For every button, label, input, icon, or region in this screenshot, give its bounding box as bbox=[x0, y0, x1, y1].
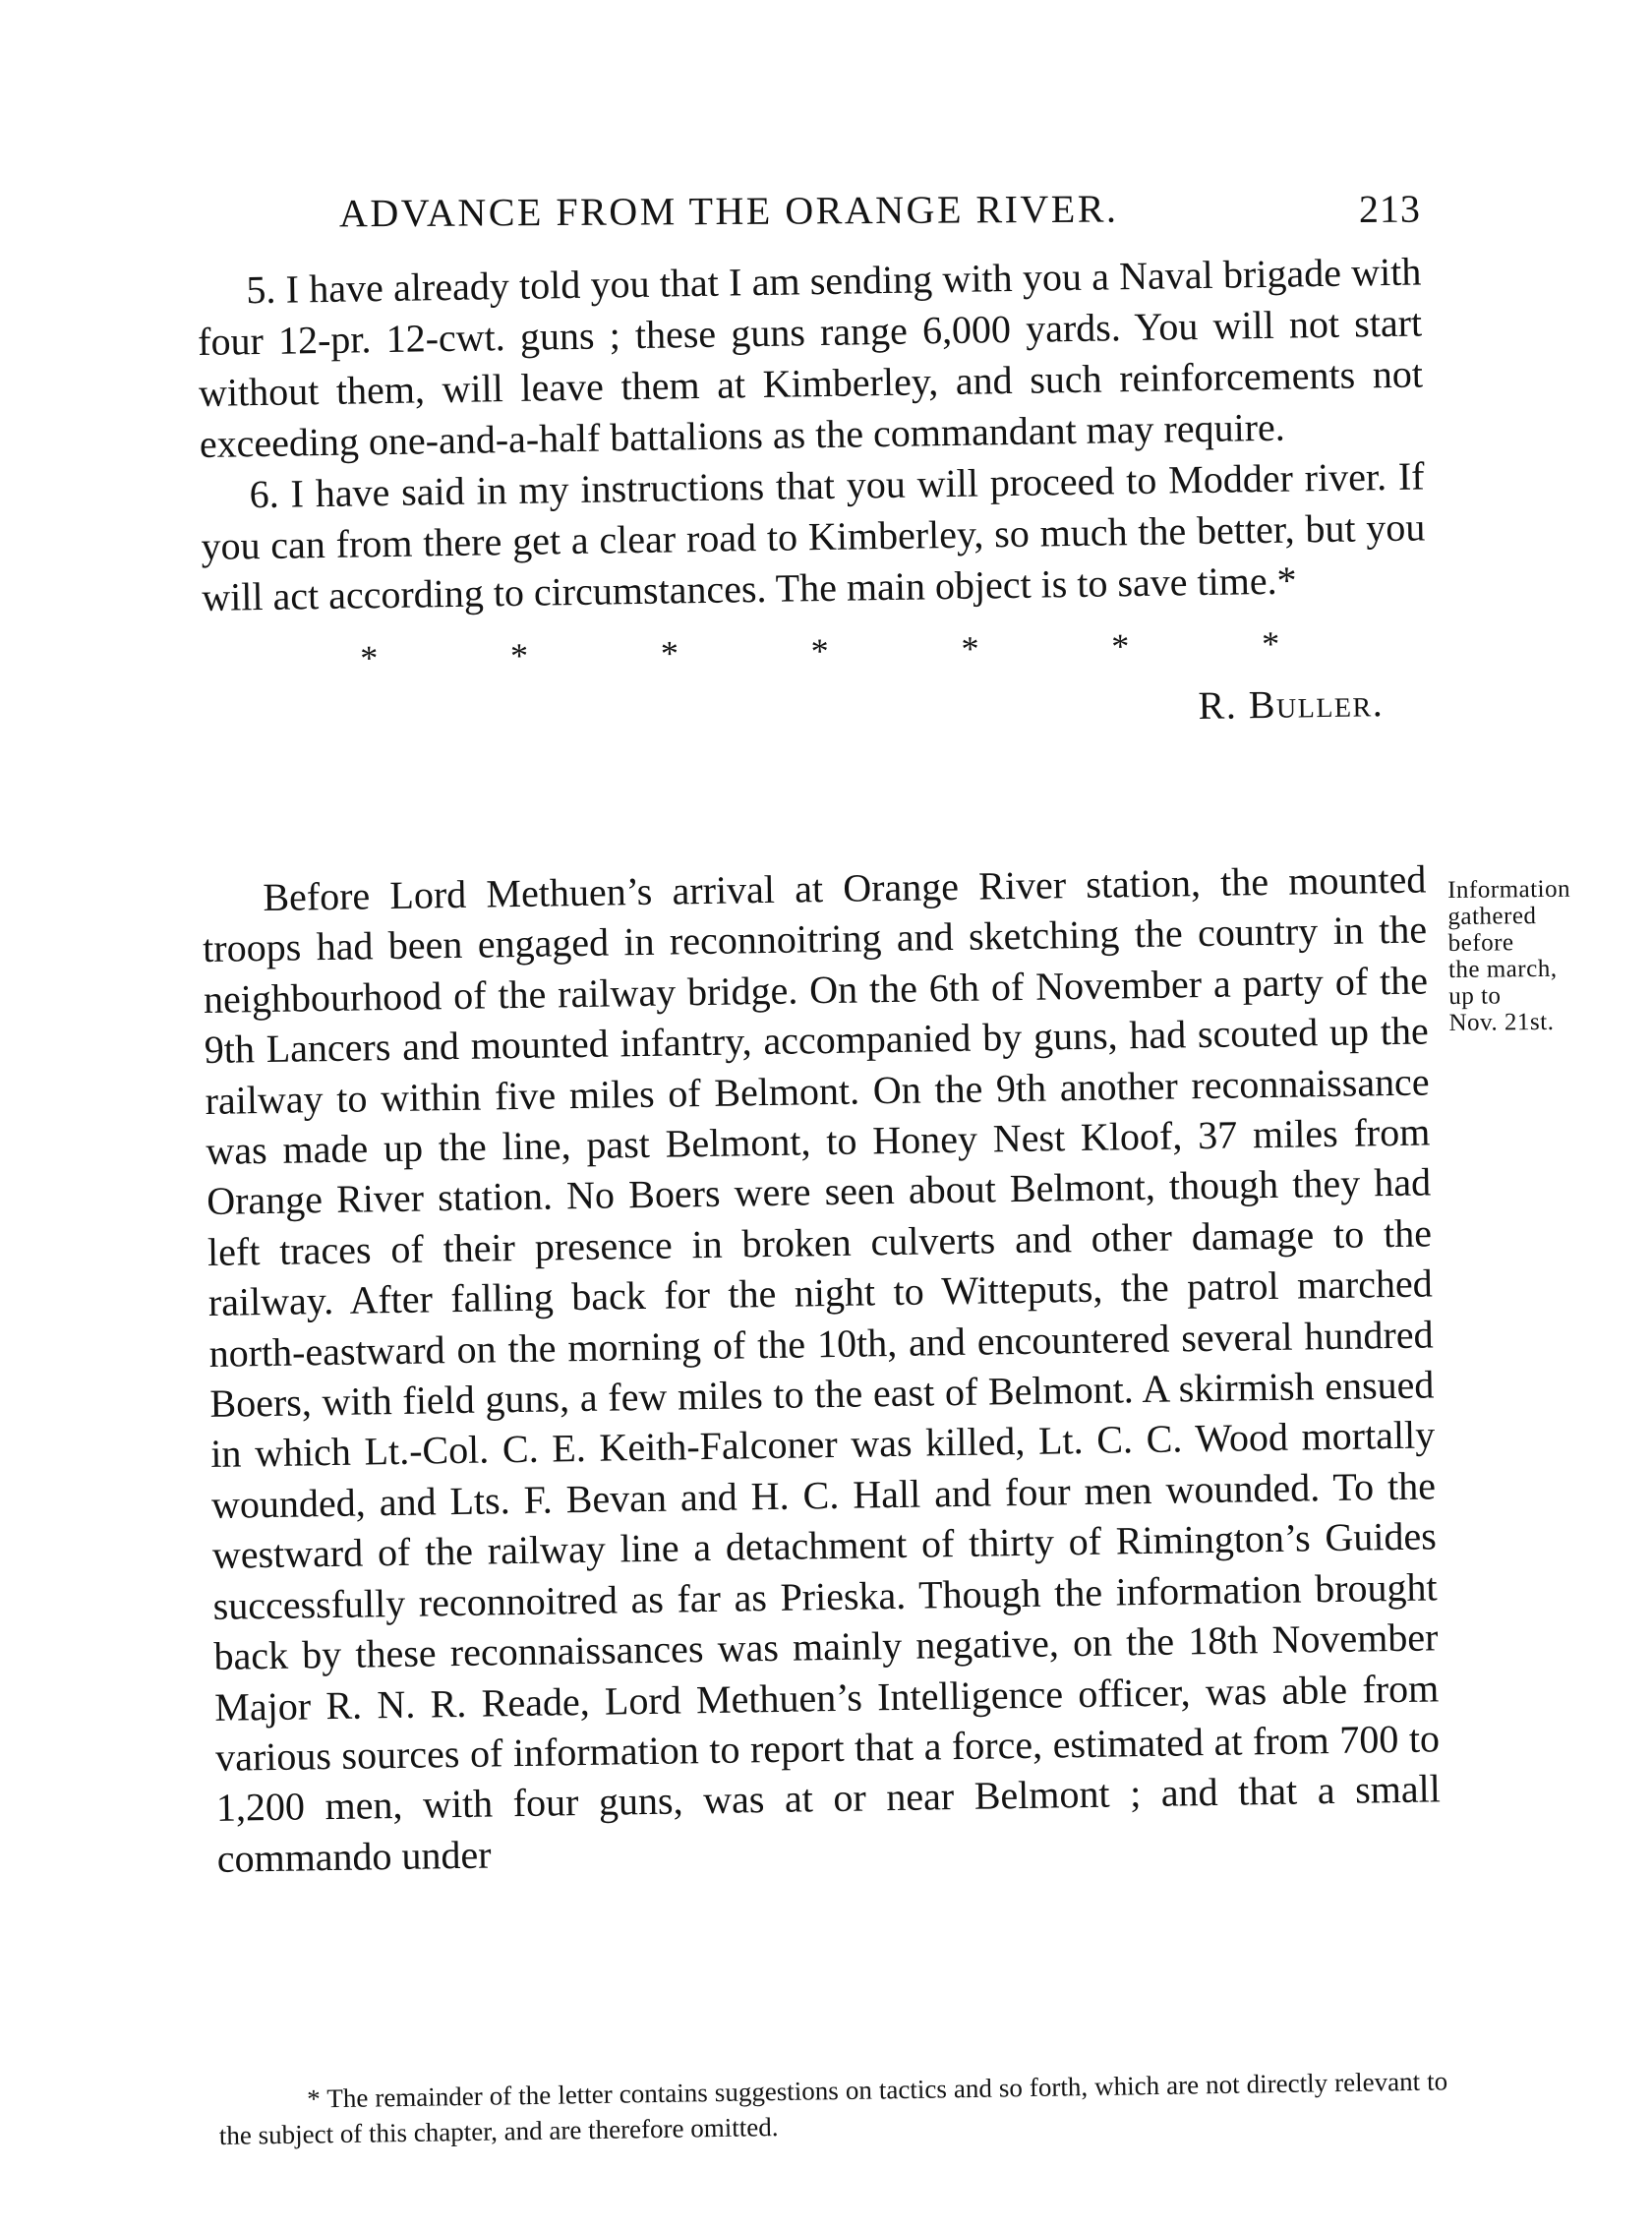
footnote-text: * The remainder of the letter contains suggestions on tactics and so forth, which are not directly relevant to the subject of this chapter, and are therefore omitted. bbox=[218, 2066, 1448, 2150]
margin-note-line: before bbox=[1447, 929, 1514, 957]
asterisk: * bbox=[961, 628, 979, 669]
page-number: 213 bbox=[1358, 186, 1422, 232]
asterisk: * bbox=[509, 635, 529, 676]
margin-note-line: Information bbox=[1447, 875, 1571, 904]
footnote bbox=[218, 2063, 1448, 2153]
asterisk: * bbox=[810, 630, 830, 672]
running-head bbox=[339, 184, 1421, 250]
margin-note-line: Nov. 21st. bbox=[1448, 1008, 1555, 1036]
margin-note bbox=[1447, 875, 1652, 1036]
asterisk-separator bbox=[360, 616, 1280, 686]
letter-paragraph-6: 6. I have said in my instructions that you will proceed to Modder river. If you can from there get a clear road to Kimberley, so much the better, but you will act according to circumstances. The main object is to save time.* bbox=[201, 453, 1426, 619]
asterisk: * bbox=[1111, 626, 1130, 667]
running-title: ADVANCE FROM THE ORANGE RIVER. bbox=[338, 186, 1119, 236]
margin-note-line: gathered bbox=[1447, 903, 1537, 930]
margin-note-line: up to bbox=[1448, 982, 1502, 1010]
body-paragraph: Before Lord Methuen’s arrival at Orange River station, the mounted troops had been engaged in reconnoitring and sketching the country in the neighbourhood of the railway bridge. On the 6th of November a party of the 9th Lancers and mounted infantry, accompanied by guns, had scouted up the railway to within five miles of Belmont. On the 9th another reconnaissance was made up the line, past Belmont, to Honey Nest Kloof, 37 miles from Orange River station. No Boers were seen about Belmont, though they had left traces of their presence in broken culverts and other damage to the railway. After falling back for the night to Witteputs, the patrol marched north-eastward on the morning of the 10th, and encountered several hundred Boers, with field guns, a few miles to the east of Belmont. A skirmish ensued in which Lt.-Col. C. E. Keith-Falconer was killed, Lt. C. C. Wood mortally wounded, and Lts. F. Bevan and H. C. Hall and four men wounded. To the westward of the railway line a detachment of thirty of Rimington’s Guides successfully reconnoitred as far as Prieska. Though the information brought back by these reconnaissances was mainly negative, on the 18th November Major R. N. R. Reade, Lord Methuen’s Intelligence officer, was able from various sources of information to report that a force, estimated at from 700 to 1,200 men, with four guns, was at or near Belmont ; and that a small commando under bbox=[202, 856, 1442, 1881]
asterisk: * bbox=[660, 633, 679, 674]
letter-excerpt bbox=[197, 246, 1429, 750]
margin-note-line: the march, bbox=[1447, 955, 1558, 983]
main-text bbox=[202, 853, 1442, 1884]
asterisk: * bbox=[1261, 623, 1280, 665]
signature-text: R. Buller. bbox=[1198, 680, 1385, 729]
asterisk: * bbox=[359, 638, 379, 678]
letter-paragraph-5: 5. I have already told you that I am sending with you a Naval brigade with four 12-pr. 12-cwt. guns ; these guns range 6,000 yards. You will not start without them, will leave them at Kimberley, and such reinforcements not exceeding one-and-a-half battalions as the commandant may require. bbox=[197, 249, 1424, 466]
